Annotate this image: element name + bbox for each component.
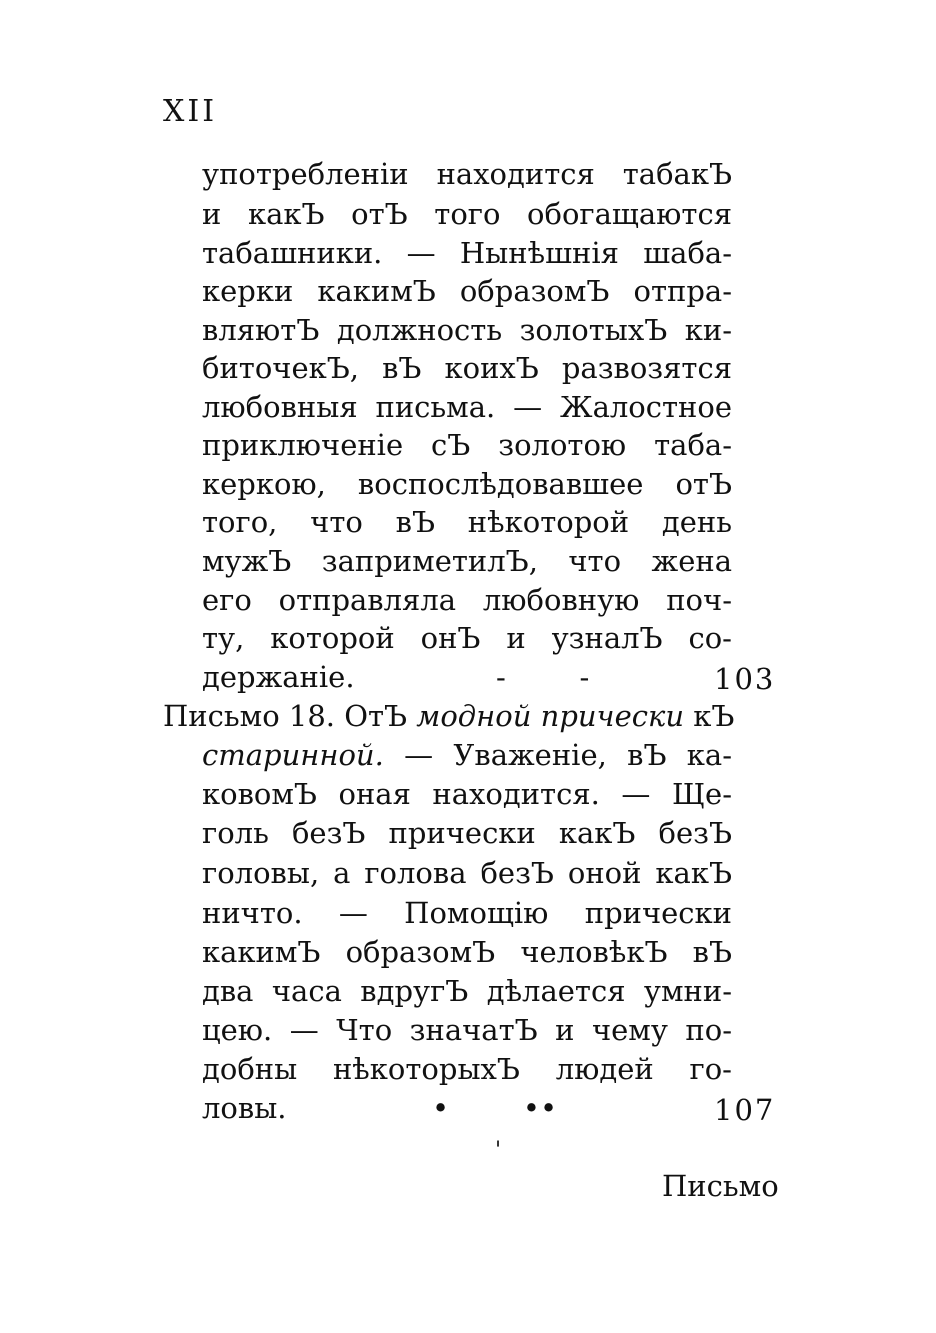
- entry-line: любовныя письма. — Жалостное: [202, 390, 732, 424]
- entry-line: приключеніе сЪ золотою таба-: [202, 428, 732, 462]
- entry-line: добны нѣкоторыхЪ людей го-: [202, 1052, 732, 1086]
- catchword: Письмо: [662, 1169, 779, 1203]
- entry-line: биточекЪ, вЪ коихЪ развозятся: [202, 351, 732, 385]
- page-number: XII: [163, 94, 218, 129]
- entry-line: того, что вЪ нѣкоторой день: [202, 505, 732, 539]
- entry-line: цею. — Что значатЪ и чему по-: [202, 1013, 732, 1047]
- entry-line: два часа вдругЪ дѣлается умни-: [202, 974, 732, 1008]
- entry-line: ловы.: [202, 1091, 287, 1125]
- entry-line: табашники. — Нынѣшнія шаба-: [202, 236, 732, 270]
- entry-line: керки какимЪ образомЪ отпра-: [202, 274, 732, 308]
- entry-line: употребленіи находится табакЪ: [202, 157, 732, 191]
- entry-line: голь безЪ прически какЪ безЪ: [202, 816, 732, 850]
- entry-line: какимЪ образомЪ человѣкЪ вЪ: [202, 935, 732, 969]
- entry-line: его отправляла любовную поч-: [202, 583, 732, 617]
- entry-line: головы, а голова безЪ оной какЪ: [202, 856, 732, 890]
- entry-line: мужЪ заприметилЪ, что жена: [202, 544, 732, 578]
- entry-prefix: Письмо 18. ОтЪ: [163, 699, 417, 733]
- entry-italic-title: старинной.: [202, 738, 384, 772]
- dot-leader: • ••: [432, 1091, 558, 1125]
- entry-line: ту, которой онЪ и узналЪ со-: [202, 621, 732, 655]
- entry-line: ковомЪ оная находится. — Ще-: [202, 777, 732, 811]
- page-reference: 103: [714, 662, 776, 696]
- entry-line-rest: — Уваженіе, вЪ ка-: [383, 738, 732, 772]
- print-mark: ': [495, 1138, 502, 1163]
- entry-line: и какЪ отЪ того обогащаются: [202, 197, 732, 231]
- entry-suffix: кЪ: [684, 699, 735, 733]
- entry-line: керкою, воспослѣдовавшее отЪ: [202, 467, 732, 501]
- entry-line: вляютЪ должность золотыхЪ ки-: [202, 313, 732, 347]
- page-reference: 107: [714, 1093, 776, 1127]
- dot-leader: - -: [496, 660, 590, 694]
- entry-italic-title: модной прически: [416, 699, 684, 733]
- entry-line: держаніе.: [202, 660, 355, 694]
- entry-line: [202, 735, 732, 775]
- entry-line: ничто. — Помощію прически: [202, 896, 732, 930]
- entry-title-line: [163, 696, 735, 736]
